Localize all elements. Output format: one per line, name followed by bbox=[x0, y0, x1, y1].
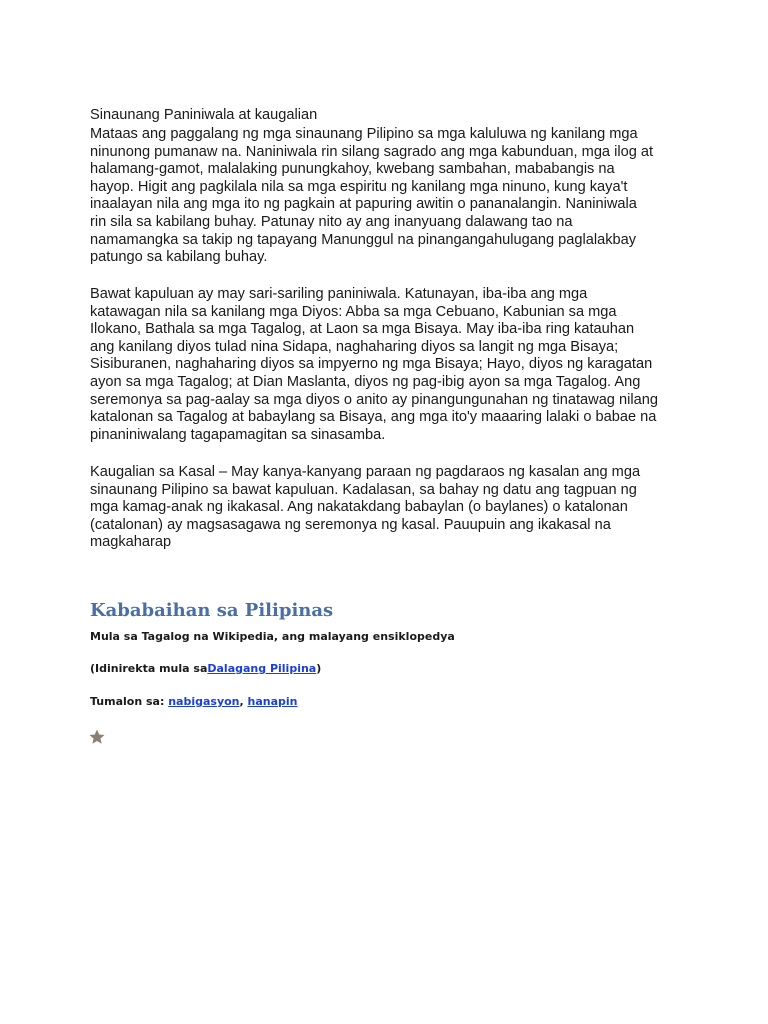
document-title: Sinaunang Paniniwala at kaugalian bbox=[90, 106, 318, 123]
text-line: inaalayan nila ang mga ito ng pagkain at papuring awitin o pananalangin. Naniniwala bbox=[90, 196, 637, 213]
redirect-suffix: ) bbox=[316, 662, 322, 675]
wiki-subtitle: Mula sa Tagalog na Wikipedia, ang malayang ensiklopedya bbox=[90, 630, 455, 643]
text-line: sinaunang Pilipino sa bawat kapuluan. Kadalasan, sa bahay ng datu ang tagpuan ng bbox=[90, 481, 637, 498]
paragraph-wedding bbox=[90, 464, 690, 552]
jump-separator: , bbox=[239, 695, 248, 708]
paragraph-gods bbox=[90, 286, 690, 444]
star-icon[interactable] bbox=[88, 728, 106, 746]
text-line: mga kamag-anak ng ikakasal. Ang nakatakdang babaylan (o baylanes) o katalonan bbox=[90, 499, 628, 516]
redirect-link[interactable]: Dalagang Pilipina bbox=[207, 662, 317, 675]
text-line: ninunong pumanaw na. Naniniwala rin silang sagrado ang mga kabunduan, mga ilog at bbox=[90, 143, 654, 160]
text-line: halamang-gamot, malalaking punungkahoy, kwebang sambahan, mababangis na bbox=[90, 161, 615, 178]
wiki-redirect-note bbox=[90, 662, 321, 675]
redirect-prefix: (Idinirekta mula sa bbox=[90, 662, 208, 675]
wiki-article-heading: Kababaihan sa Pilipinas bbox=[90, 600, 334, 621]
text-line: katawagan nila sa kanilang mga Diyos: Abba sa mga Cebuano, Kabunian sa mga bbox=[90, 303, 617, 320]
text-line: rin sila sa kabilang buhay. Patunay nito ay ang inanyuang dalawang tao na bbox=[90, 213, 573, 230]
jump-label: Tumalon sa: bbox=[90, 695, 169, 708]
text-line: katalonan sa Tagalog at babaylang sa Bisaya, ang mga ito'y maaaring lalaki o babae na bbox=[90, 409, 657, 426]
text-line: seremonya sa pag-aalay sa mga diyos o anito ay pinangungunahan ng tinatawag nilang bbox=[90, 391, 658, 408]
search-link[interactable]: hanapin bbox=[247, 695, 298, 708]
wiki-jump-links bbox=[90, 695, 298, 708]
text-line: (catalonan) ay magsasagawa ng seremonya ng kasal. Pauupuin ang ikakasal na bbox=[90, 516, 611, 533]
text-line: namamangka sa takip ng tapayang Manunggul na pinangangahulugang paglalakbay bbox=[90, 231, 637, 248]
text-line: patungo sa kabilang buhay. bbox=[90, 249, 268, 266]
text-line: hayop. Higit ang pagkilala nila sa mga espiritu ng kanilang mga ninuno, kung kaya't bbox=[90, 178, 628, 195]
text-line: Sisiburanen, naghaharing diyos sa impyerno ng mga Bisaya; Hayo, diyos ng karagatan bbox=[90, 356, 653, 373]
text-line: ang kanilang diyos tulad nina Sidapa, naghaharing diyos sa langit ng mga Bisaya; bbox=[90, 338, 619, 355]
text-line: pinaniniwalang tagapamagitan sa sinasamba. bbox=[90, 426, 386, 443]
text-line: Kaugalian sa Kasal – May kanya-kanyang paraan ng pagdaraos ng kasalan ang mga bbox=[90, 464, 641, 480]
text-line: Mataas ang paggalang ng mga sinaunang Pilipino sa mga kaluluwa ng kanilang mga bbox=[90, 126, 638, 142]
navigation-link[interactable]: nabigasyon bbox=[168, 695, 240, 708]
text-line: magkaharap bbox=[90, 534, 172, 551]
text-line: Bawat kapuluan ay may sari-sariling paniniwala. Katunayan, iba-iba ang mga bbox=[90, 286, 588, 302]
paragraph-beliefs bbox=[90, 126, 690, 267]
text-line: ayon sa mga Tagalog; at Dian Maslanta, diyos ng pag-ibig ayon sa mga Tagalog. Ang bbox=[90, 373, 641, 390]
text-line: Ilokano, Bathala sa mga Tagalog, at Laon sa mga Bisaya. May iba-iba ring katauhan bbox=[90, 321, 635, 338]
